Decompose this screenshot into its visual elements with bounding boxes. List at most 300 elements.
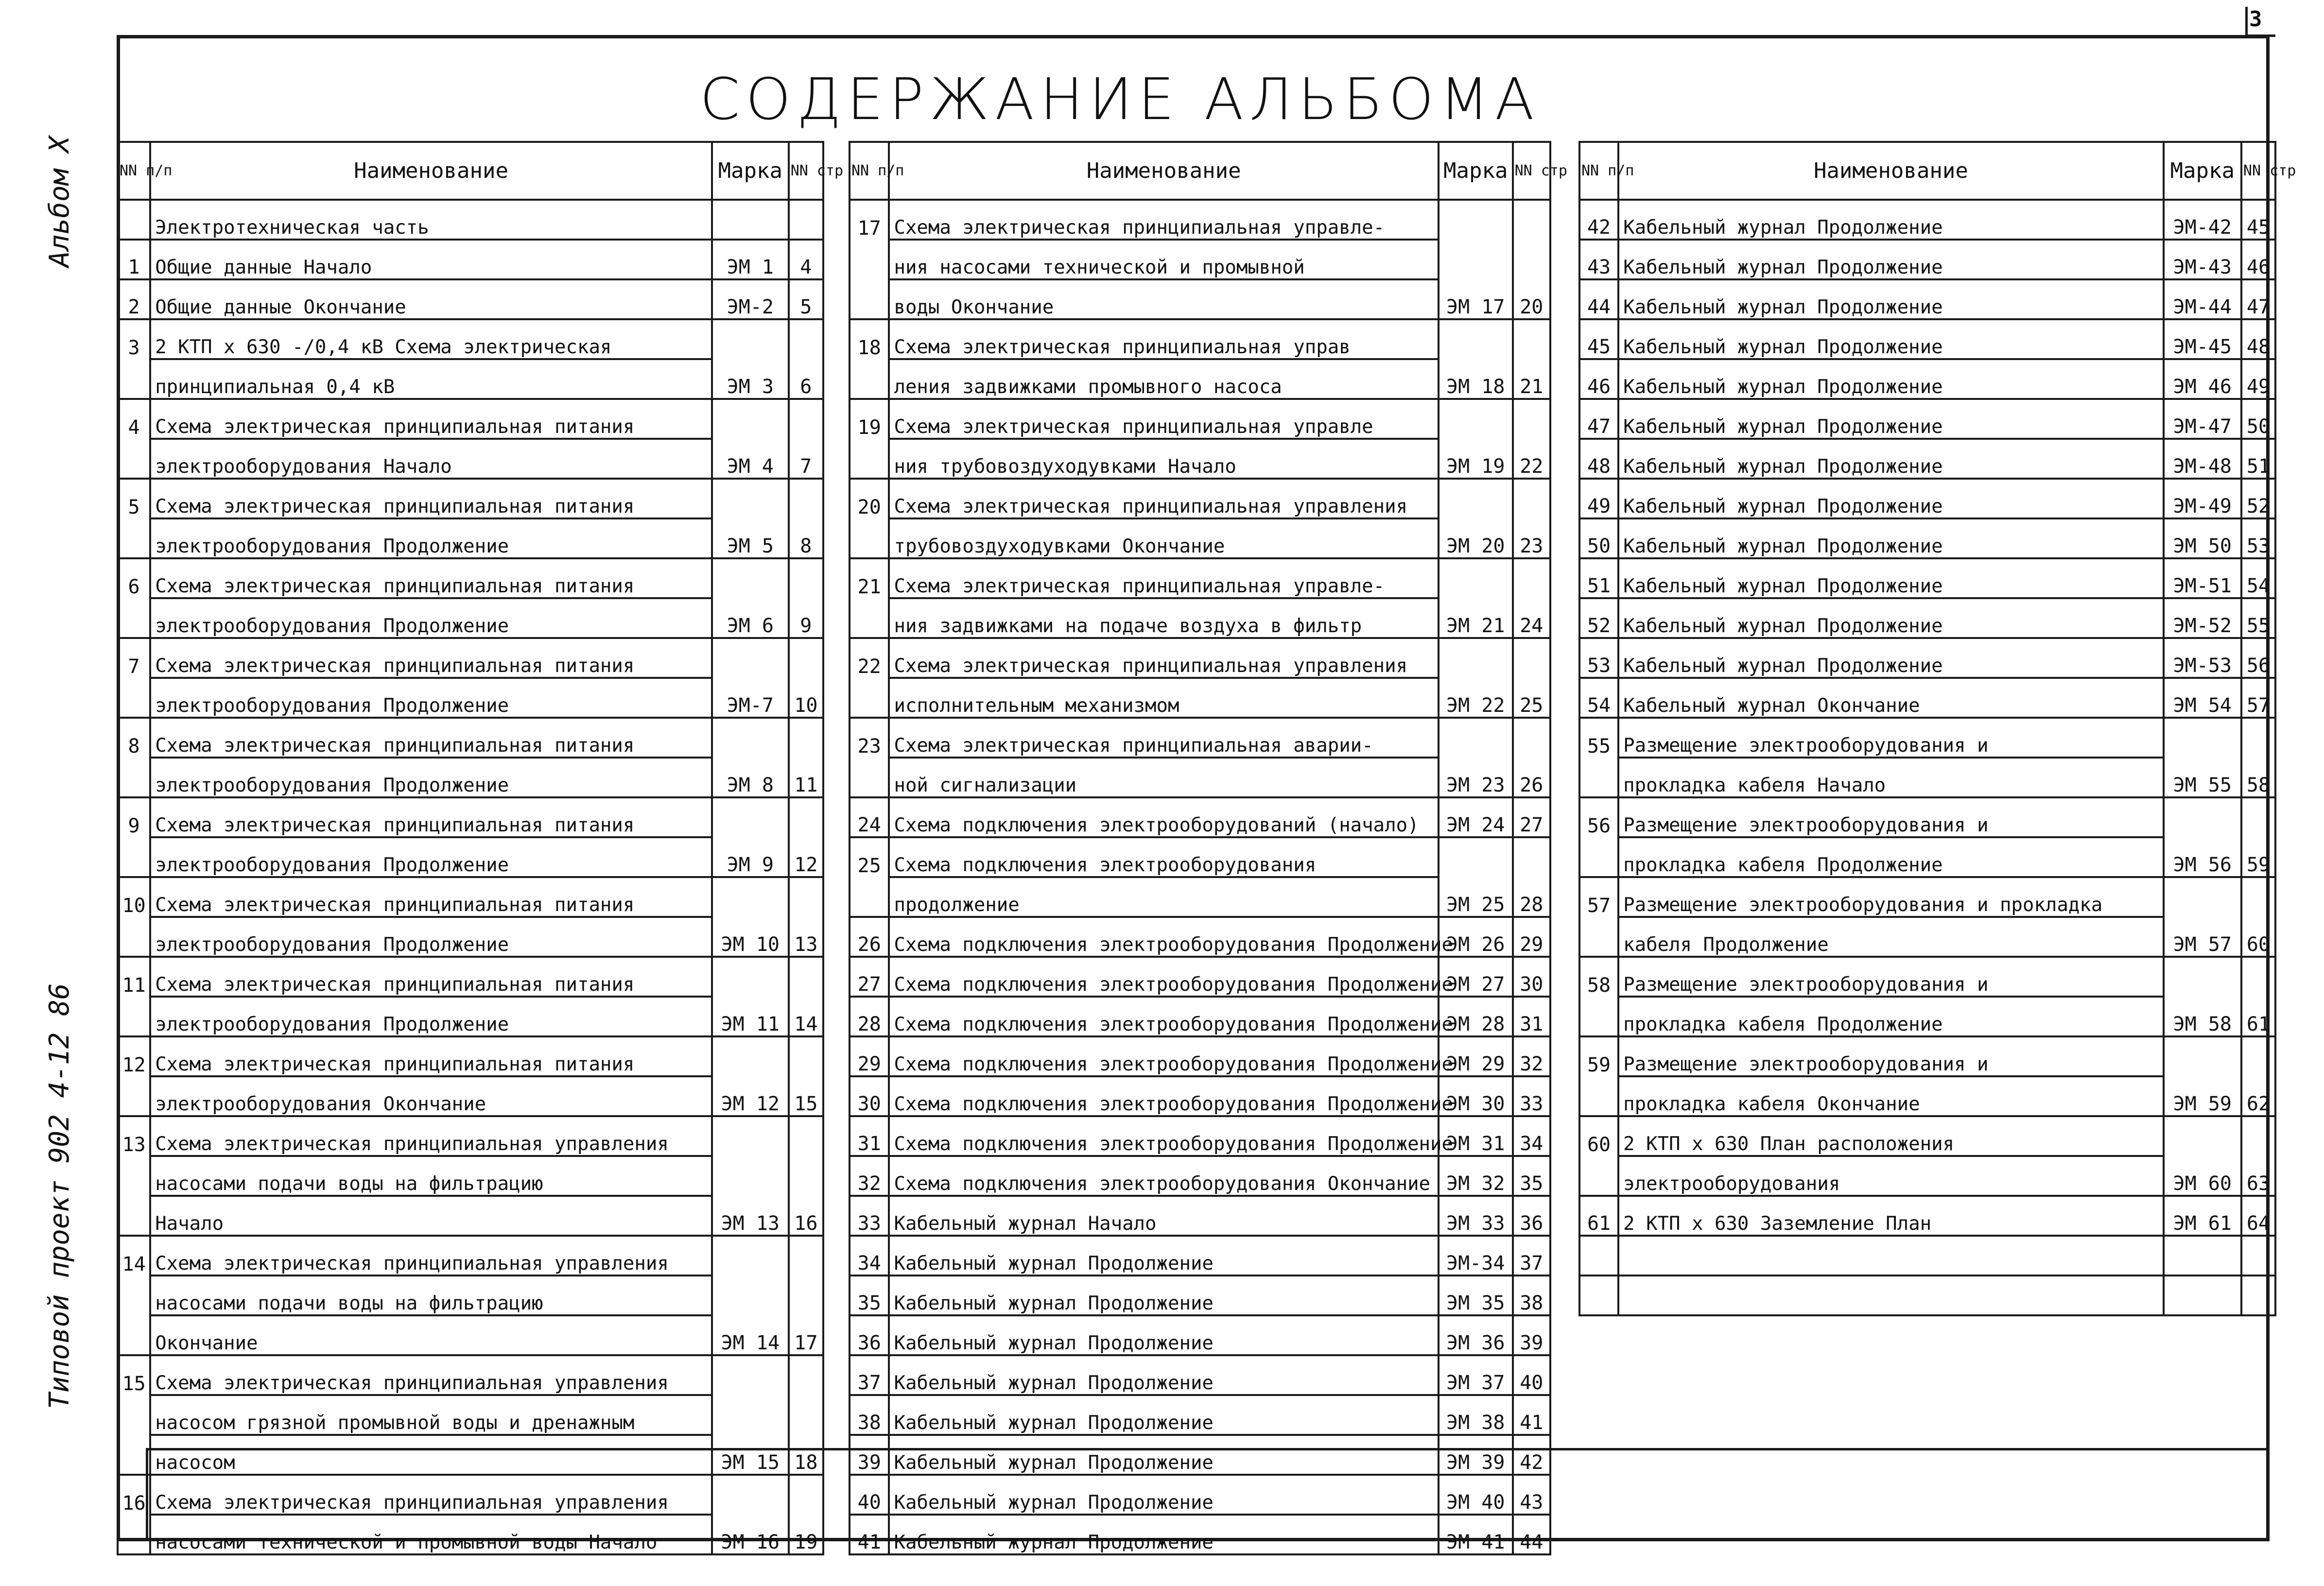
header-num: NN п/п [118, 142, 150, 200]
item-page: 34 [1513, 1116, 1550, 1156]
contents-table-2 [849, 141, 1567, 1555]
item-number: 24 [850, 797, 889, 837]
item-page: 4 [789, 240, 823, 279]
item-name: Кабельный журнал Продолжение [889, 1355, 1438, 1395]
item-name: прокладка кабеля Окончание [1618, 1076, 2164, 1116]
item-number: 34 [850, 1236, 889, 1276]
item-number [1579, 837, 1618, 877]
item-name: электрооборудования Окончание [150, 1076, 712, 1116]
table-row [1579, 279, 2275, 319]
item-name: кабеля Продолжение [1618, 917, 2164, 957]
item-name: Кабельный журнал Продолжение [889, 1435, 1438, 1475]
table-row [850, 1475, 1550, 1515]
item-mark: ЭМ 57 [2164, 917, 2241, 957]
item-mark: ЭМ 32 [1439, 1156, 1513, 1196]
table-row [850, 200, 1550, 240]
item-mark: ЭМ 28 [1439, 997, 1513, 1036]
item-mark [1439, 200, 1513, 240]
table-row [850, 1355, 1550, 1395]
item-page: 56 [2241, 638, 2275, 678]
table-body [850, 200, 1550, 1554]
header-page: NN стр [789, 142, 823, 200]
item-mark: ЭМ-2 [712, 279, 789, 319]
item-page: 53 [2241, 518, 2275, 558]
item-number: 26 [850, 917, 889, 957]
item-name: Схема электрическая принципиальная питания [150, 638, 712, 678]
item-mark [712, 957, 789, 997]
item-mark [712, 877, 789, 917]
item-number: 18 [850, 319, 889, 359]
item-page [789, 319, 823, 359]
item-mark [712, 1236, 789, 1276]
item-mark: ЭМ-43 [2164, 240, 2241, 279]
item-name: Кабельный журнал Продолжение [1618, 479, 2164, 518]
table-row [118, 1276, 823, 1315]
table-row [118, 797, 823, 837]
table-row [850, 1395, 1550, 1435]
table-row [118, 1236, 823, 1276]
item-number [1579, 997, 1618, 1036]
item-number: 43 [1579, 240, 1618, 279]
item-mark: ЭМ 8 [712, 758, 789, 797]
table-row [1579, 319, 2275, 359]
item-mark [2164, 957, 2241, 997]
table-row [850, 1276, 1550, 1315]
item-name: насосами технической и промывной воды Начало [150, 1515, 712, 1554]
item-page: 24 [1513, 598, 1550, 638]
table-row [118, 518, 823, 558]
header-name: Наименование [889, 142, 1438, 200]
item-mark [712, 1395, 789, 1435]
table-row [1579, 837, 2275, 877]
table-row [118, 718, 823, 758]
item-mark: ЭМ 30 [1439, 1076, 1513, 1116]
table-row [1579, 678, 2275, 718]
item-page: 33 [1513, 1076, 1550, 1116]
item-mark [2164, 1036, 2241, 1076]
item-mark: ЭМ 19 [1439, 439, 1513, 479]
item-name: Схема электрическая принципиальная управления [150, 1116, 712, 1156]
item-name: Схема подключения электрооборудования Окончание [889, 1156, 1438, 1196]
item-number [1579, 1076, 1618, 1116]
item-page: 16 [789, 1196, 823, 1236]
item-name: Схема электрическая принципиальная питания [150, 957, 712, 997]
item-number: 61 [1579, 1196, 1618, 1236]
item-number: 25 [850, 837, 889, 877]
table-row [850, 877, 1550, 917]
table-row [850, 1156, 1550, 1196]
table-header-row [850, 142, 1550, 200]
item-name: Размещение электрооборудования и [1618, 797, 2164, 837]
table-row [1579, 359, 2275, 399]
item-name: Схема электрическая принципиальная управления [889, 479, 1438, 518]
item-mark: ЭМ 9 [712, 837, 789, 877]
item-name: продолжение [889, 877, 1438, 917]
item-number [118, 598, 150, 638]
item-number: 59 [1579, 1036, 1618, 1076]
table-row [850, 917, 1550, 957]
item-mark: ЭМ 5 [712, 518, 789, 558]
item-number [850, 518, 889, 558]
side-project-label: Типовой проект 902 4-12 86 [44, 983, 75, 1409]
item-page: 45 [2241, 200, 2275, 240]
item-mark: ЭМ 10 [712, 917, 789, 957]
item-number: 37 [850, 1355, 889, 1395]
table-row [850, 1036, 1550, 1076]
item-mark: ЭМ-53 [2164, 638, 2241, 678]
item-page: 52 [2241, 479, 2275, 518]
item-number: 56 [1579, 797, 1618, 837]
table-row [850, 797, 1550, 837]
item-name: Схема подключения электрооборудования Продолжение [889, 997, 1438, 1036]
item-page: 41 [1513, 1395, 1550, 1435]
item-page [789, 399, 823, 439]
item-name: насосом [150, 1435, 712, 1475]
item-number: 35 [850, 1276, 889, 1315]
item-number: 50 [1579, 518, 1618, 558]
table-row [118, 1196, 823, 1236]
table-body [1579, 200, 2275, 1315]
item-name: Схема подключения электрооборудования Продолжение [889, 1076, 1438, 1116]
item-mark [2164, 1276, 2241, 1315]
item-page: 58 [2241, 758, 2275, 797]
item-mark [712, 200, 789, 240]
header-page: NN стр [2241, 142, 2275, 200]
item-page: 51 [2241, 439, 2275, 479]
table-row [118, 359, 823, 399]
item-name: Окончание [150, 1315, 712, 1355]
item-number: 48 [1579, 439, 1618, 479]
item-page [789, 877, 823, 917]
item-mark [712, 1116, 789, 1156]
item-mark [1439, 837, 1513, 877]
item-number: 10 [118, 877, 150, 917]
item-mark: ЭМ 24 [1439, 797, 1513, 837]
item-name: ния трубовоздуходувками Начало [889, 439, 1438, 479]
item-page: 64 [2241, 1196, 2275, 1236]
item-number [118, 1076, 150, 1116]
item-name: ной сигнализации [889, 758, 1438, 797]
item-number [118, 1156, 150, 1196]
item-mark [712, 1036, 789, 1076]
item-name: воды Окончание [889, 279, 1438, 319]
item-mark: ЭМ 37 [1439, 1355, 1513, 1395]
table-row [1579, 1276, 2275, 1315]
item-mark: ЭМ 20 [1439, 518, 1513, 558]
item-page [1513, 558, 1550, 598]
item-page: 21 [1513, 359, 1550, 399]
page-title: СОДЕРЖАНИЕ АЛЬБОМА [700, 66, 1540, 133]
table-row [850, 1116, 1550, 1156]
item-mark: ЭМ 6 [712, 598, 789, 638]
table-row [850, 678, 1550, 718]
item-mark [712, 1355, 789, 1395]
table-row [118, 638, 823, 678]
item-page: 35 [1513, 1156, 1550, 1196]
table-row [118, 399, 823, 439]
item-number: 29 [850, 1036, 889, 1076]
item-name: Кабельный журнал Продолжение [889, 1515, 1438, 1554]
table-row [850, 518, 1550, 558]
item-number: 44 [1579, 279, 1618, 319]
item-name: прокладка кабеля Продолжение [1618, 997, 2164, 1036]
item-mark [712, 718, 789, 758]
item-number: 46 [1579, 359, 1618, 399]
item-mark: ЭМ 50 [2164, 518, 2241, 558]
item-mark: ЭМ 4 [712, 439, 789, 479]
item-mark: ЭМ-42 [2164, 200, 2241, 240]
item-number [1579, 1276, 1618, 1315]
item-name: Схема подключения электрооборудования Продолжение [889, 1116, 1438, 1156]
item-page: 27 [1513, 797, 1550, 837]
table-row [118, 200, 823, 240]
item-mark [2164, 718, 2241, 758]
table-row [1579, 1116, 2275, 1156]
table-row [850, 1236, 1550, 1276]
item-mark: ЭМ-51 [2164, 558, 2241, 598]
table-row [118, 279, 823, 319]
item-mark: ЭМ-45 [2164, 319, 2241, 359]
item-page: 60 [2241, 917, 2275, 957]
table-row [1579, 399, 2275, 439]
item-number: 51 [1579, 558, 1618, 598]
item-name: Кабельный журнал Продолжение [1618, 279, 2164, 319]
item-number [850, 678, 889, 718]
item-name: Схема электрическая принципиальная аварии- [889, 718, 1438, 758]
item-page: 19 [789, 1515, 823, 1554]
item-name: насосами подачи воды на фильтрацию [150, 1276, 712, 1315]
item-mark: ЭМ 27 [1439, 957, 1513, 997]
table-header-row [118, 142, 823, 200]
item-number [850, 359, 889, 399]
table-row [850, 598, 1550, 638]
item-number: 7 [118, 638, 150, 678]
table-row [850, 439, 1550, 479]
item-number: 42 [1579, 200, 1618, 240]
item-number: 36 [850, 1315, 889, 1355]
item-name: Электротехническая часть [150, 200, 712, 240]
item-mark: ЭМ 15 [712, 1435, 789, 1475]
table-row [118, 598, 823, 638]
table-row [1579, 917, 2275, 957]
item-name: Кабельный журнал Продолжение [1618, 598, 2164, 638]
item-name: Размещение электрооборудования и [1618, 1036, 2164, 1076]
item-number: 12 [118, 1036, 150, 1076]
item-name: Кабельный журнал Окончание [1618, 678, 2164, 718]
item-page: 17 [789, 1315, 823, 1355]
item-mark: ЭМ 35 [1439, 1276, 1513, 1315]
item-mark: ЭМ 17 [1439, 279, 1513, 319]
item-number [850, 877, 889, 917]
table-row [118, 1475, 823, 1515]
item-name: исполнительным механизмом [889, 678, 1438, 718]
table-row [850, 558, 1550, 598]
item-number [850, 758, 889, 797]
item-page [2241, 1236, 2275, 1276]
item-page: 11 [789, 758, 823, 797]
table-row [850, 1435, 1550, 1475]
table-row [118, 678, 823, 718]
item-page: 54 [2241, 558, 2275, 598]
item-mark: ЭМ-44 [2164, 279, 2241, 319]
item-number: 53 [1579, 638, 1618, 678]
item-number: 52 [1579, 598, 1618, 638]
item-page [1513, 200, 1550, 240]
table-row [118, 439, 823, 479]
item-name: Схема подключения электрооборудования Продолжение [889, 917, 1438, 957]
item-name: Кабельный журнал Продолжение [889, 1315, 1438, 1355]
item-name: Схема электрическая принципиальная управ [889, 319, 1438, 359]
header-num: NN п/п [1579, 142, 1618, 200]
item-number: 21 [850, 558, 889, 598]
side-stamp [39, 97, 97, 1409]
item-mark: ЭМ 13 [712, 1196, 789, 1236]
item-page: 50 [2241, 399, 2275, 439]
item-number: 11 [118, 957, 150, 997]
item-number: 3 [118, 319, 150, 359]
contents-table-3 [1578, 141, 2296, 1316]
item-name: электрооборудования Продолжение [150, 837, 712, 877]
item-mark: ЭМ 26 [1439, 917, 1513, 957]
item-mark: ЭМ 41 [1439, 1515, 1513, 1554]
table-row [118, 1355, 823, 1395]
item-page [1513, 240, 1550, 279]
item-page: 12 [789, 837, 823, 877]
table-row [1579, 797, 2275, 837]
item-number: 4 [118, 399, 150, 439]
item-mark: ЭМ 33 [1439, 1196, 1513, 1236]
item-page: 49 [2241, 359, 2275, 399]
sheet-number: 3 [2249, 7, 2262, 32]
item-page [2241, 1116, 2275, 1156]
item-number [118, 200, 150, 240]
item-page [789, 1395, 823, 1435]
item-page: 30 [1513, 957, 1550, 997]
item-mark: ЭМ 39 [1439, 1435, 1513, 1475]
item-mark [712, 1156, 789, 1196]
table-row [118, 837, 823, 877]
item-number [118, 518, 150, 558]
item-number [1579, 1156, 1618, 1196]
header-page: NN стр [1513, 142, 1550, 200]
item-number: 22 [850, 638, 889, 678]
item-mark: ЭМ-52 [2164, 598, 2241, 638]
item-page [789, 1156, 823, 1196]
item-mark: ЭМ 21 [1439, 598, 1513, 638]
item-mark: ЭМ-7 [712, 678, 789, 718]
item-page: 31 [1513, 997, 1550, 1036]
header-name: Наименование [1618, 142, 2164, 200]
item-page [1513, 638, 1550, 678]
item-number: 55 [1579, 718, 1618, 758]
table-row [850, 758, 1550, 797]
item-name: Кабельный журнал Продолжение [889, 1236, 1438, 1276]
item-name: Размещение электрооборудования и [1618, 957, 2164, 997]
item-mark: ЭМ 55 [2164, 758, 2241, 797]
item-name: Кабельный журнал Начало [889, 1196, 1438, 1236]
table-row [1579, 1036, 2275, 1076]
table-row [1579, 558, 2275, 598]
item-mark [712, 638, 789, 678]
item-mark: ЭМ 1 [712, 240, 789, 279]
item-page: 13 [789, 917, 823, 957]
item-page [1513, 479, 1550, 518]
item-page: 28 [1513, 877, 1550, 917]
item-mark: ЭМ 14 [712, 1315, 789, 1355]
table-row [1579, 1236, 2275, 1276]
item-page [789, 718, 823, 758]
item-page [1513, 319, 1550, 359]
item-name: электрооборудования Продолжение [150, 917, 712, 957]
table-row [850, 957, 1550, 997]
item-name: электрооборудования Продолжение [150, 758, 712, 797]
table-row [118, 1395, 823, 1435]
table-row [850, 279, 1550, 319]
table-row [1579, 1076, 2275, 1116]
item-name: Схема подключения электрооборудования Продолжение [889, 1036, 1438, 1076]
item-number: 13 [118, 1116, 150, 1156]
table-row [1579, 1156, 2275, 1196]
item-mark [1439, 399, 1513, 439]
item-page [1513, 837, 1550, 877]
item-mark: ЭМ-48 [2164, 439, 2241, 479]
item-name: 2 КТП х 630 План расположения [1618, 1116, 2164, 1156]
item-page [789, 797, 823, 837]
table-row [118, 877, 823, 917]
table-row [118, 240, 823, 279]
table-row [850, 1315, 1550, 1355]
item-number [118, 1315, 150, 1355]
item-page: 5 [789, 279, 823, 319]
item-page: 29 [1513, 917, 1550, 957]
item-page: 44 [1513, 1515, 1550, 1554]
header-name: Наименование [150, 142, 712, 200]
table-row [118, 479, 823, 518]
item-number [1579, 1236, 1618, 1276]
item-mark: ЭМ 31 [1439, 1116, 1513, 1156]
item-number: 30 [850, 1076, 889, 1116]
table-row [1579, 877, 2275, 917]
table-row [118, 1515, 823, 1554]
item-number: 14 [118, 1236, 150, 1276]
item-number [118, 997, 150, 1036]
item-name: Схема подключения электрооборудования [889, 837, 1438, 877]
item-name: прокладка кабеля Начало [1618, 758, 2164, 797]
item-page: 32 [1513, 1036, 1550, 1076]
item-name: Кабельный журнал Продолжение [889, 1395, 1438, 1435]
item-page [789, 1036, 823, 1076]
item-name: Кабельный журнал Продолжение [889, 1276, 1438, 1315]
table-row [118, 917, 823, 957]
item-name: ния насосами технической и промывной [889, 240, 1438, 279]
item-name: Начало [150, 1196, 712, 1236]
table-row [850, 837, 1550, 877]
item-name: Кабельный журнал Продолжение [1618, 558, 2164, 598]
item-mark [1439, 479, 1513, 518]
item-mark: ЭМ 22 [1439, 678, 1513, 718]
item-page: 46 [2241, 240, 2275, 279]
table-row [850, 1196, 1550, 1236]
item-number [118, 917, 150, 957]
item-number: 20 [850, 479, 889, 518]
item-page: 47 [2241, 279, 2275, 319]
item-number [118, 439, 150, 479]
item-page [2241, 797, 2275, 837]
item-mark: ЭМ 58 [2164, 997, 2241, 1036]
item-number [850, 240, 889, 279]
item-page: 59 [2241, 837, 2275, 877]
header-mark: Марка [1439, 142, 1513, 200]
